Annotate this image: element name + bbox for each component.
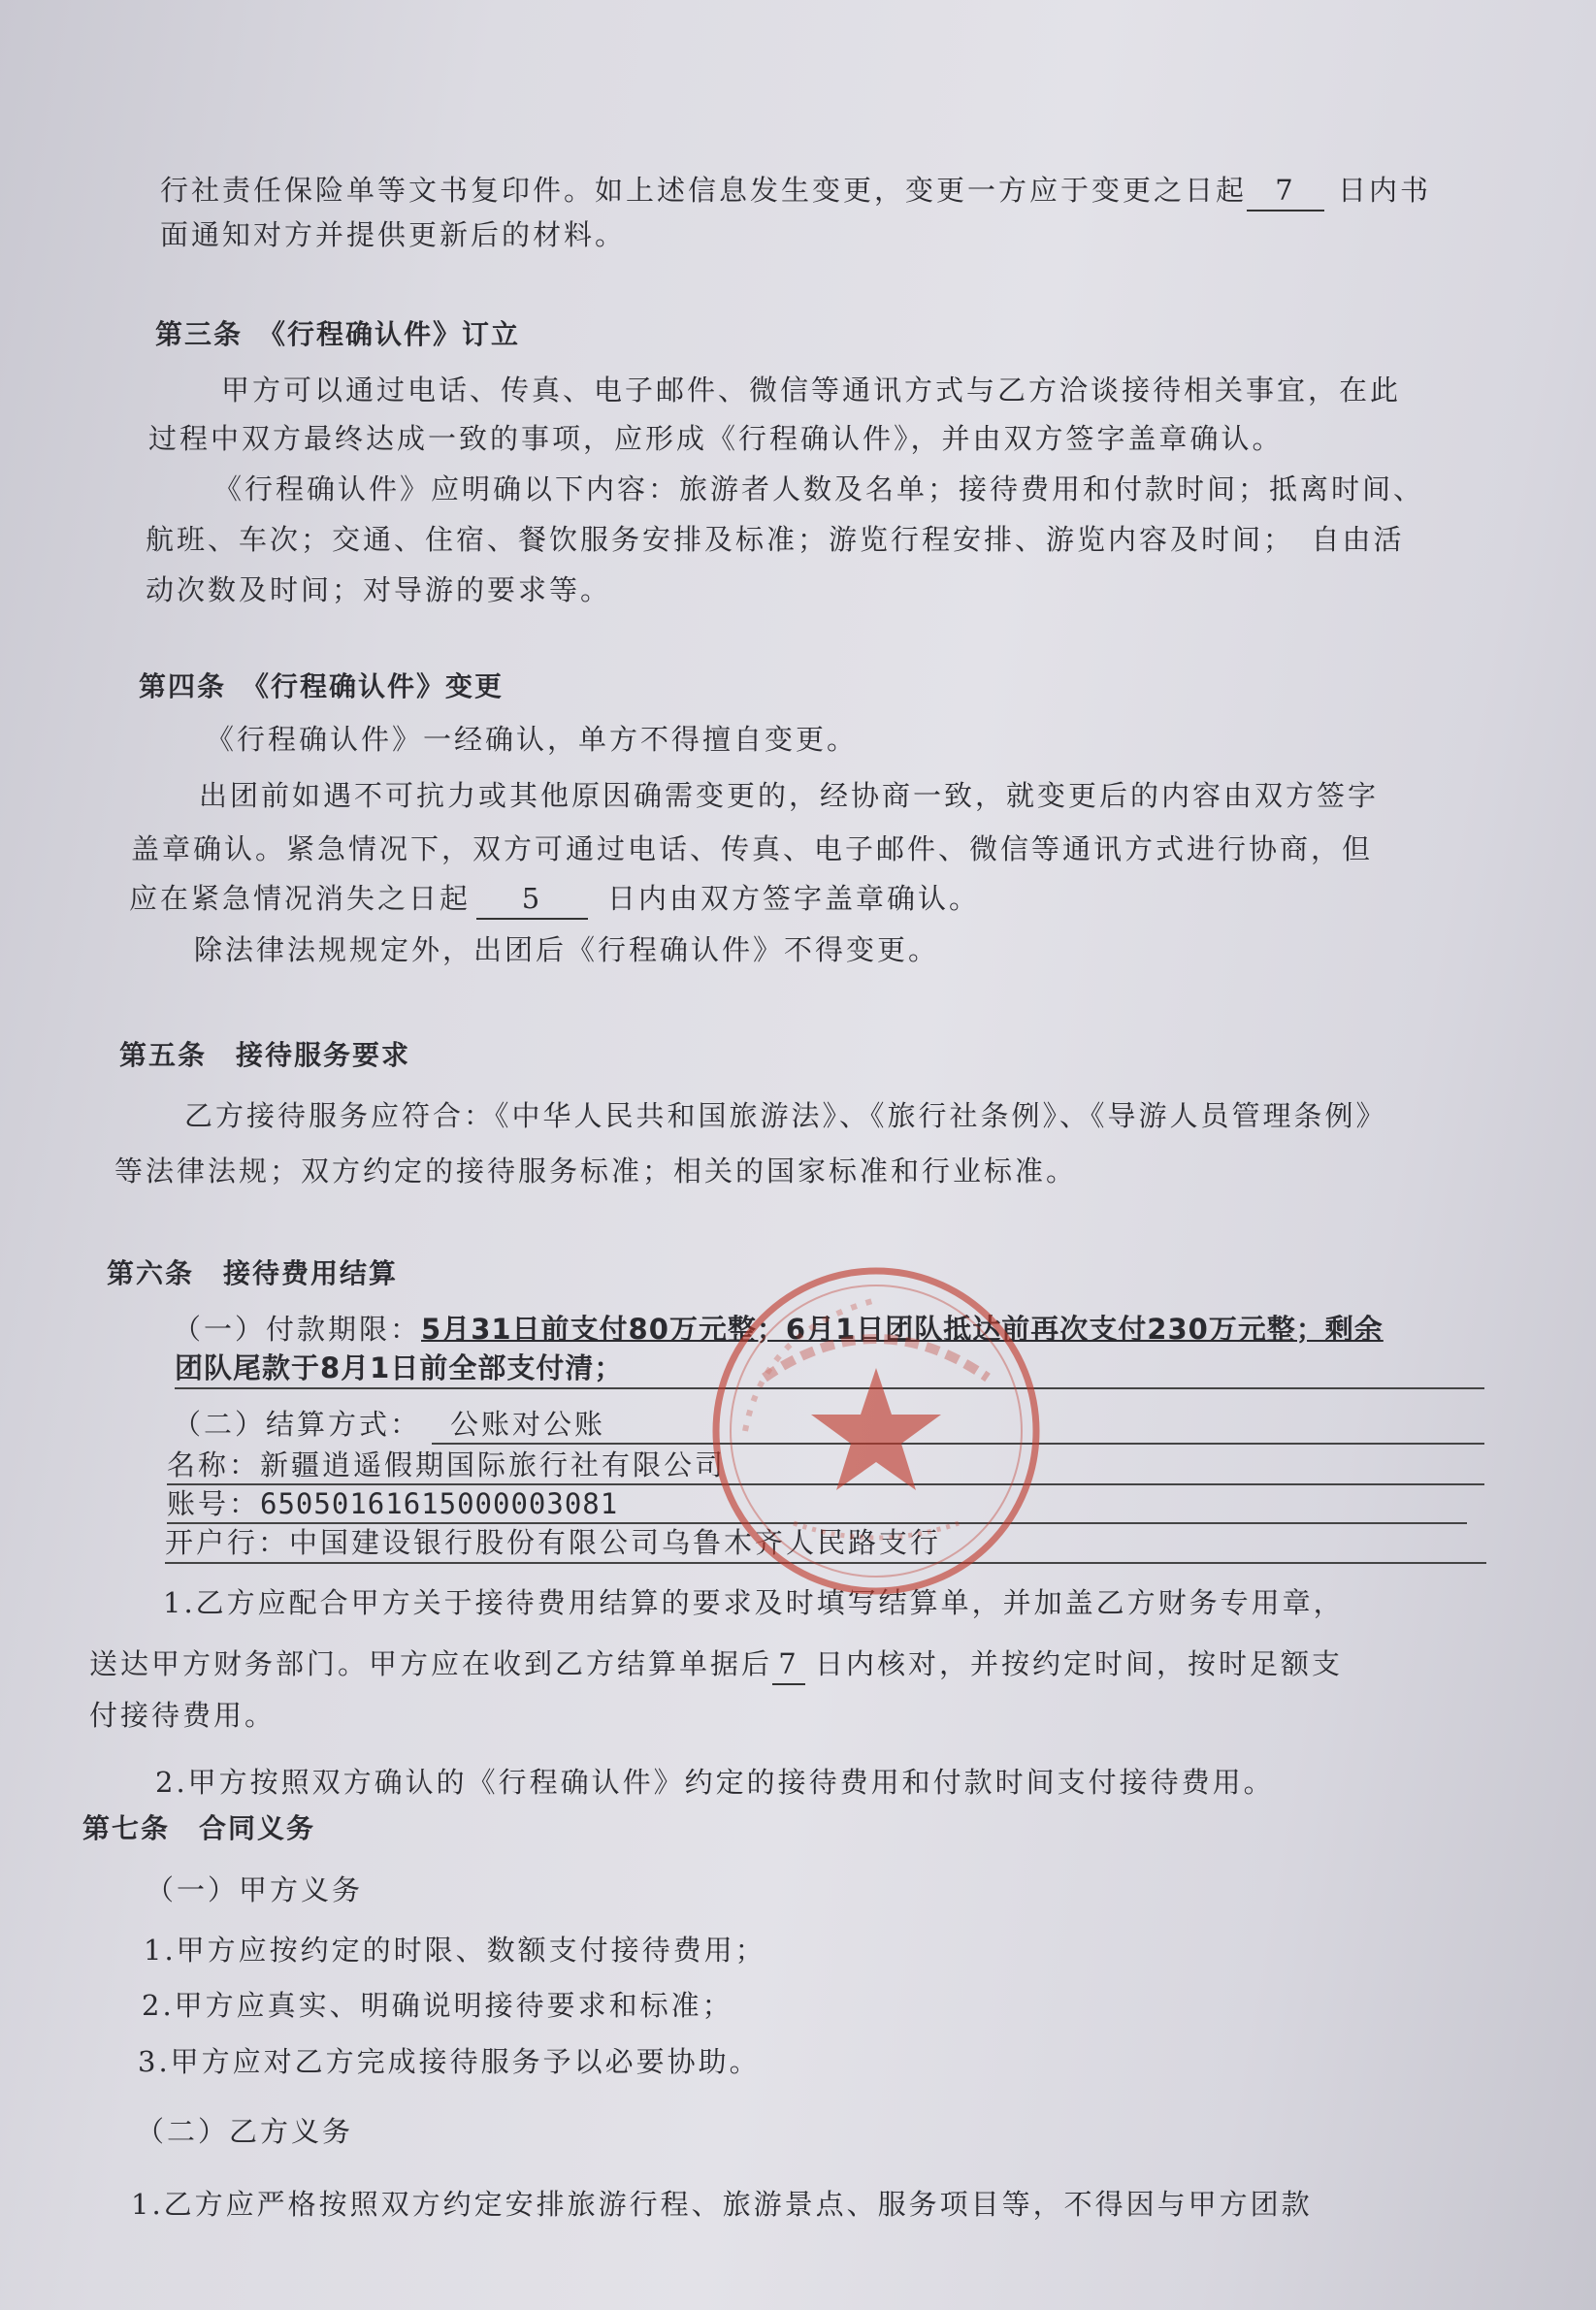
- party-a-duties-heading: （一）甲方义务: [146, 1873, 364, 1906]
- art4-p2b: 盖章确认。紧急情况下，双方可通过电话、传真、电子邮件、微信等通讯方式进行协商，但: [131, 832, 1374, 865]
- settlement-method: （二）结算方式： 公账对公账: [173, 1408, 606, 1441]
- art4-p3: 除法律法规规定外，出团后《行程确认件》不得变更。: [194, 933, 940, 966]
- art4-p2c: 应在紧急情况消失之日起 5 日内由双方签字盖章确认。: [129, 879, 980, 920]
- art6-item1c: 付接待费用。: [89, 1699, 277, 1732]
- payment-terms-line1: （一）付款期限：5月31日前支付80万元整；6月1日团队抵达前再次支付230万元整；剩余: [173, 1313, 1384, 1346]
- art2-tail-line2: 面通知对方并提供更新后的材料。: [160, 218, 627, 251]
- confirm-days-blank: 5: [476, 879, 588, 920]
- art3-p2c: 动次数及时间；对导游的要求等。: [146, 573, 612, 606]
- settlement-method-value: 公账对公账: [450, 1408, 606, 1441]
- art2-tail-line1: 行社责任保险单等文书复印件。如上述信息发生变更，变更一方应于变更之日起 7 日内书: [160, 171, 1431, 211]
- seal-star-icon: [811, 1368, 941, 1490]
- art6-item1b: 送达甲方财务部门。甲方应在收到乙方结算单据后 7 日内核对，并按约定时间，按时足额支: [89, 1644, 1343, 1685]
- party-a-duty-3: 3.甲方应对乙方完成接待服务予以必要协助。: [138, 2045, 761, 2078]
- payment-terms-line2: 团队尾款于8月1日前全部支付清；: [175, 1351, 624, 1384]
- article-7-heading: 第七条 合同义务: [82, 1812, 316, 1844]
- payment-terms-value: 5月31日前支付80万元整；6月1日团队抵达前再次支付230万元整；剩余: [421, 1313, 1384, 1346]
- art3-p1a: 甲方可以通过电话、传真、电子邮件、微信等通讯方式与乙方洽谈接待相关事宜，在此: [221, 374, 1402, 407]
- article-3-heading: 第三条 《行程确认件》订立: [155, 318, 521, 350]
- art3-p1b: 过程中双方最终达成一致的事项，应形成《行程确认件》，并由双方签字盖章确认。: [148, 422, 1284, 455]
- art5-p1b: 等法律法规；双方约定的接待服务标准；相关的国家标准和行业标准。: [114, 1155, 1078, 1188]
- account-number-value: 65050161615000003081: [260, 1487, 619, 1520]
- account-name: 名称：新疆逍遥假期国际旅行社有限公司: [167, 1448, 727, 1481]
- article-5-heading: 第五条 接待服务要求: [119, 1039, 411, 1071]
- art4-p1: 《行程确认件》一经确认，单方不得擅自变更。: [206, 723, 859, 756]
- party-b-duties-heading: （二）乙方义务: [136, 2115, 354, 2148]
- art6-item2: 2.甲方按照双方确认的《行程确认件》约定的接待费用和付款时间支付接待费用。: [155, 1766, 1275, 1799]
- account-number: 账号：65050161615000003081: [167, 1487, 619, 1520]
- article-6-heading: 第六条 接待费用结算: [107, 1257, 399, 1289]
- bank-name-value: 中国建设银行股份有限公司乌鲁木齐人民路支行: [289, 1526, 942, 1559]
- bank-name: 开户行：中国建设银行股份有限公司乌鲁木齐人民路支行: [165, 1526, 942, 1559]
- account-name-value: 新疆逍遥假期国际旅行社有限公司: [260, 1448, 727, 1481]
- art3-p2a: 《行程确认件》应明确以下内容：旅游者人数及名单；接待费用和付款时间；抵离时间、: [213, 472, 1425, 505]
- payment-terms-rule: [175, 1387, 1484, 1389]
- art4-p2a: 出团前如遇不可抗力或其他原因确需变更的，经协商一致，就变更后的内容由双方签字: [199, 779, 1380, 812]
- party-a-duty-1: 1.甲方应按约定的时限、数额支付接待费用；: [144, 1934, 766, 1967]
- party-a-duty-2: 2.甲方应真实、明确说明接待要求和标准；: [142, 1989, 733, 2022]
- party-b-duty-1: 1.乙方应严格按照双方约定安排旅游行程、旅游景点、服务项目等，不得因与甲方团款: [131, 2188, 1313, 2221]
- article-4-heading: 第四条 《行程确认件》变更: [139, 670, 505, 702]
- art3-p2b: 航班、车次；交通、住宿、餐饮服务安排及标准；游览行程安排、游览内容及时间； 自由活: [146, 523, 1405, 556]
- bank-name-rule: [165, 1562, 1486, 1564]
- notice-days-blank: 7: [1247, 171, 1324, 211]
- verify-days-blank: 7: [772, 1644, 805, 1685]
- settlement-method-rule: [432, 1443, 1484, 1445]
- art6-item1a: 1.乙方应配合甲方关于接待费用结算的要求及时填写结算单，并加盖乙方财务专用章，: [163, 1586, 1345, 1619]
- art5-p1a: 乙方接待服务应符合：《中华人民共和国旅游法》、《旅行社条例》、《导游人员管理条例》: [184, 1099, 1387, 1132]
